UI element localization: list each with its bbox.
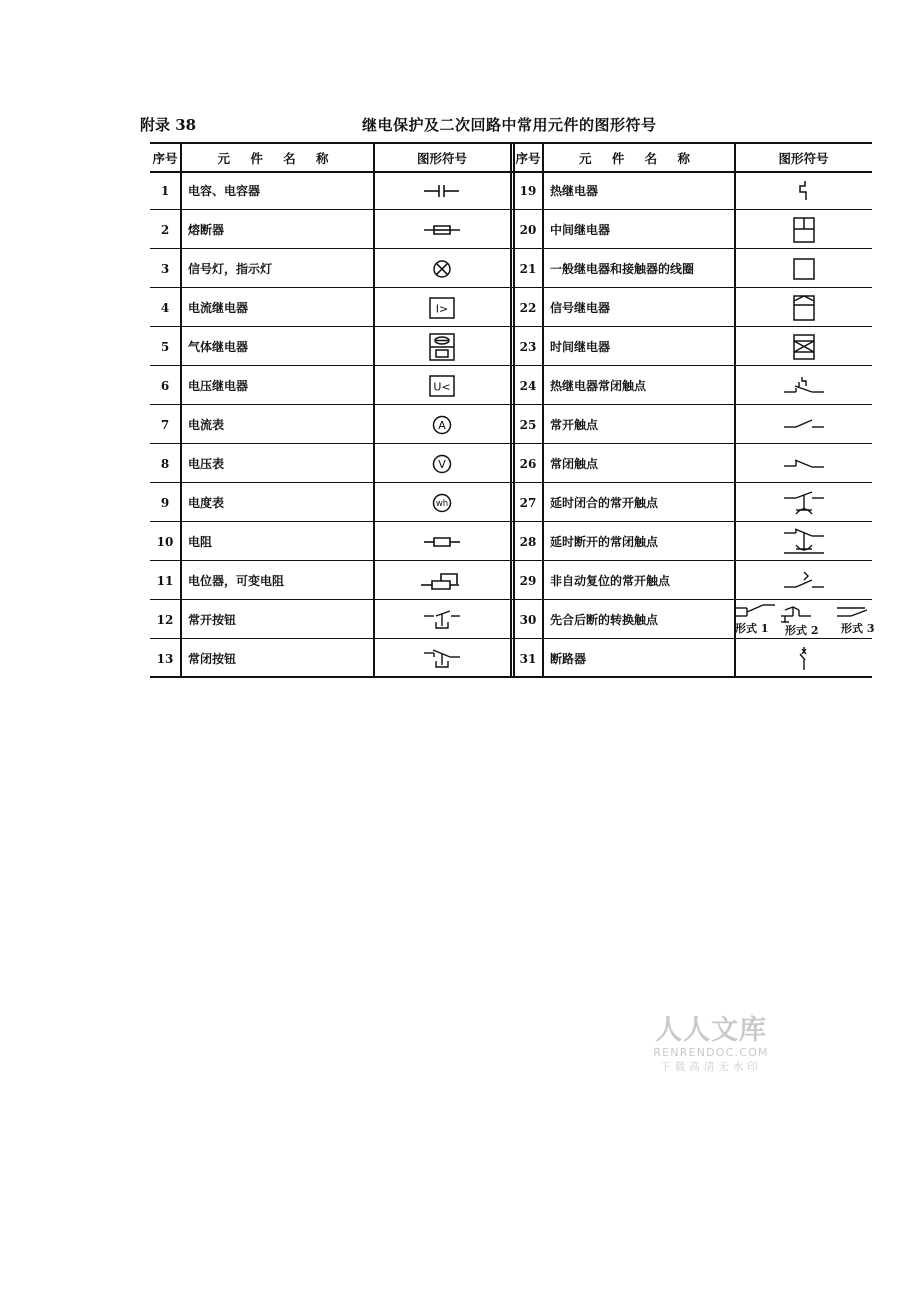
relay-coil-symbol-icon (735, 250, 872, 287)
row-number: 6 (160, 378, 170, 393)
component-name: 熔断器 (188, 223, 225, 237)
time-relay-symbol-icon (735, 328, 872, 365)
component-name: 电流继电器 (188, 301, 249, 315)
row-number: 22 (519, 300, 537, 315)
row-number: 9 (160, 495, 170, 510)
component-name: 先合后断的转换触点 (550, 613, 659, 627)
ammeter-label: A (438, 418, 446, 432)
row-number: 25 (519, 417, 537, 432)
normally-open-contact-symbol-icon (735, 406, 872, 443)
row-number: 1 (160, 183, 170, 198)
row-number: 29 (519, 573, 537, 588)
component-name: 气体继电器 (188, 340, 249, 354)
watermark-site: RENRENDOC.COM (653, 1046, 769, 1059)
watermark-slogan: 下载高清无水印 (660, 1061, 762, 1073)
column-header-seq: 序号 (152, 151, 178, 166)
current-relay-label: I> (435, 302, 449, 315)
current-relay-symbol-icon (374, 289, 510, 326)
voltmeter-label: V (438, 457, 446, 471)
voltage-relay-label: U< (433, 380, 451, 393)
column-rule (510, 142, 512, 678)
component-name: 非自动复位的常开触点 (550, 574, 671, 588)
component-name: 常闭触点 (550, 457, 599, 471)
component-name: 信号灯，指示灯 (188, 262, 273, 276)
column-header-seq: 序号 (515, 151, 541, 166)
thermal-relay-nc-contact-symbol-icon (735, 367, 872, 404)
row-number: 13 (156, 651, 174, 666)
column-header-symbol: 图形符号 (778, 151, 829, 166)
resistor-symbol-icon (374, 523, 510, 560)
row-number: 10 (156, 534, 174, 549)
row-number: 2 (160, 222, 170, 237)
component-name: 热继电器常闭触点 (550, 379, 647, 393)
component-name: 延时闭合的常开触点 (550, 496, 659, 510)
signal-lamp-symbol-icon (374, 250, 510, 287)
form-2-label: 形式 2 (785, 623, 819, 637)
component-name: 常闭按钮 (188, 652, 237, 666)
normally-closed-contact-symbol-icon (735, 445, 872, 482)
row-number: 20 (519, 222, 537, 237)
circuit-breaker-symbol-icon (735, 640, 872, 677)
normally-open-pushbutton-symbol-icon (374, 601, 510, 638)
watermark-brand: 人人文库 (655, 1015, 767, 1046)
row-number: 28 (519, 534, 537, 549)
component-name: 延时断开的常闭触点 (550, 535, 659, 549)
watermark (648, 1016, 774, 1074)
capacitor-symbol-icon (374, 172, 510, 209)
signal-relay-symbol-icon (735, 289, 872, 326)
component-name: 常开按钮 (188, 613, 237, 627)
delayed-close-no-contact-symbol-icon (735, 484, 872, 521)
row-number: 5 (160, 339, 170, 354)
component-name: 电压继电器 (188, 379, 249, 393)
gas-relay-symbol-icon (374, 328, 510, 365)
component-name: 电容、电容器 (188, 184, 261, 198)
document-title: 继电保护及二次回路中常用元件的图形符号 (362, 116, 657, 134)
component-name: 电流表 (188, 418, 225, 432)
row-number: 11 (156, 573, 174, 588)
row-number: 3 (160, 261, 170, 276)
row-number: 31 (519, 651, 537, 666)
form-1-label: 形式 1 (735, 621, 769, 635)
component-name: 时间继电器 (550, 340, 611, 354)
watt-hour-label: wh (435, 498, 449, 509)
column-header-name: 元 件 名 称 (217, 151, 337, 166)
component-name: 电压表 (188, 457, 225, 471)
fuse-symbol-icon (374, 211, 510, 248)
component-name: 热继电器 (550, 184, 599, 198)
watt-hour-meter-symbol-icon (374, 484, 510, 521)
component-name: 一般继电器和接触器的线圈 (550, 262, 695, 276)
non-auto-reset-no-contact-symbol-icon (735, 562, 872, 599)
column-header-name: 元 件 名 称 (578, 151, 699, 166)
row-number: 23 (519, 339, 537, 354)
delayed-open-nc-contact-symbol-icon (735, 523, 872, 560)
thermal-relay-symbol-icon (735, 172, 872, 209)
row-number: 19 (519, 183, 537, 198)
appendix-label: 附录 38 (140, 116, 197, 134)
row-number: 27 (519, 495, 537, 510)
intermediate-relay-symbol-icon (735, 211, 872, 248)
row-number: 8 (160, 456, 170, 471)
ammeter-symbol-icon (374, 406, 510, 443)
row-number: 24 (519, 378, 537, 393)
voltage-relay-symbol-icon (374, 367, 510, 404)
component-name: 电度表 (188, 496, 225, 510)
row-number: 4 (160, 300, 170, 315)
column-header-symbol: 图形符号 (416, 151, 467, 166)
symbol-table (150, 142, 875, 678)
component-name: 电位器，可变电阻 (188, 574, 285, 588)
make-before-break-changeover-contact-symbol-icon (735, 601, 875, 638)
form-3-label: 形式 3 (841, 621, 875, 635)
voltmeter-symbol-icon (374, 445, 510, 482)
row-number: 26 (519, 456, 537, 471)
row-number: 7 (160, 417, 170, 432)
component-name: 信号继电器 (550, 301, 611, 315)
row-number: 12 (156, 612, 174, 627)
component-name: 中间继电器 (550, 223, 611, 237)
potentiometer-symbol-icon (374, 562, 510, 599)
row-number: 30 (519, 612, 537, 627)
component-name: 常开触点 (550, 418, 599, 432)
row-number: 21 (519, 261, 537, 276)
component-name: 电阻 (188, 535, 213, 549)
component-name: 断路器 (550, 652, 587, 666)
normally-closed-pushbutton-symbol-icon (374, 640, 510, 677)
